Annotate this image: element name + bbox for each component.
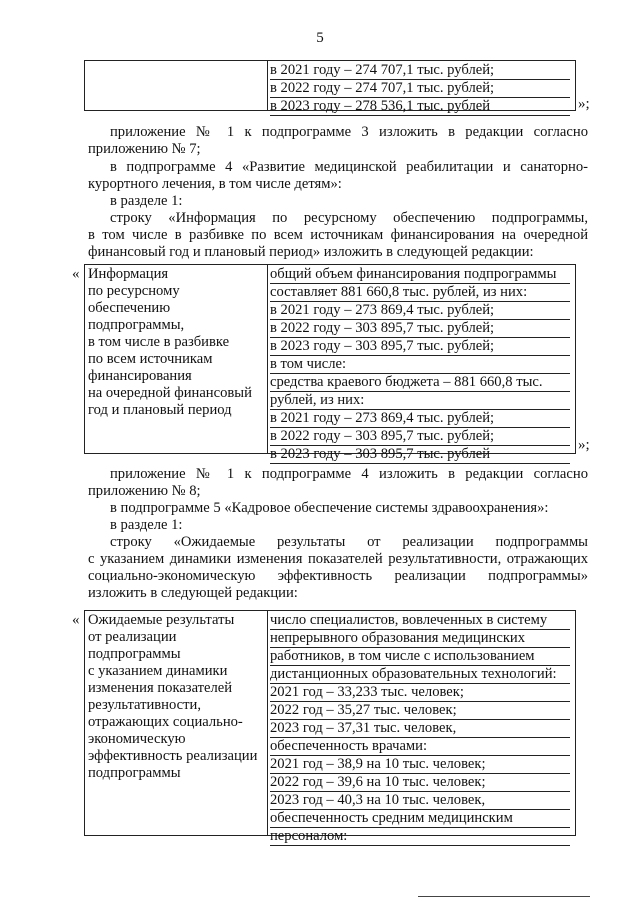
- paragraph-appendix-8-cont: приложению № 8;: [88, 483, 201, 499]
- table-label-line: по всем источникам: [88, 351, 213, 367]
- footer-divider: [418, 896, 590, 897]
- funding-table-continued: [84, 60, 576, 114]
- paragraph-row-results: строку «Ожидаемые результаты от реализации подпрограммы: [110, 534, 588, 550]
- table-value-line: 2022 год – 35,27 тыс. человек;: [270, 702, 570, 720]
- paragraph-appendix-7: приложение № 1 к подпрограмме 3 изложить в редакции согласно: [110, 124, 588, 140]
- table-value-line: средства краевого бюджета – 881 660,8 тыс.: [270, 374, 570, 392]
- paragraph-appendix-8: приложение № 1 к подпрограмме 4 изложить в редакции согласно: [110, 466, 588, 482]
- table-value-line: в 2022 году – 303 895,7 тыс. рублей;: [270, 428, 570, 446]
- table-value-line: непрерывного образования медицинских: [270, 630, 570, 648]
- opening-quote: «: [72, 612, 80, 628]
- paragraph-subprogram-4-cont: курортного лечения, в том числе детям»:: [88, 176, 342, 192]
- table-label-line: изменения показателей: [88, 680, 233, 696]
- table-label-line: отражающих социально-: [88, 714, 243, 730]
- paragraph-row-info: строку «Информация по ресурсному обеспечению подпрограммы,: [110, 210, 588, 226]
- table-value-line: в 2022 году – 303 895,7 тыс. рублей;: [270, 320, 570, 338]
- table-value-line: дистанционных образовательных технологий:: [270, 666, 570, 684]
- table-value-line: в 2021 году – 273 869,4 тыс. рублей;: [270, 302, 570, 320]
- paragraph-row-results-end: изложить в следующей редакции:: [88, 585, 298, 601]
- table-value-line: обеспеченность средним медицинским: [270, 810, 570, 828]
- paragraph-subprogram-5: в подпрограмме 5 «Кадровое обеспечение системы здравоохранения»:: [110, 500, 549, 516]
- table-label-line: экономическую: [88, 731, 186, 747]
- paragraph-section-1-b: в разделе 1:: [110, 517, 183, 533]
- table-value-line: в 2023 году – 303 895,7 тыс. рублей;: [270, 338, 570, 356]
- table-value-line: в 2021 году – 273 869,4 тыс. рублей;: [270, 410, 570, 428]
- table-row: в 2022 году – 274 707,1 тыс. рублей;: [270, 80, 570, 98]
- table-label-line: финансирования: [88, 368, 192, 384]
- table-label-line: Ожидаемые результаты: [88, 612, 235, 628]
- table-label-line: в том числе в разбивке: [88, 334, 230, 350]
- table-value-line: 2021 год – 38,9 на 10 тыс. человек;: [270, 756, 570, 774]
- paragraph-row-info-end: финансовый год и плановый период» изложить в следующей редакции:: [88, 244, 534, 260]
- table-label-line: подпрограммы: [88, 765, 181, 781]
- table-value-line: 2021 год – 33,233 тыс. человек;: [270, 684, 570, 702]
- table-value-line: 2023 год – 37,31 тыс. человек,: [270, 720, 570, 738]
- table-value-line: работников, в том числе с использованием: [270, 648, 570, 666]
- table-value-line: 2023 год – 40,3 на 10 тыс. человек,: [270, 792, 570, 810]
- table-value-line: составляет 881 660,8 тыс. рублей, из них:: [270, 284, 570, 302]
- table-value-line: 2022 год – 39,6 на 10 тыс. человек;: [270, 774, 570, 792]
- paragraph-subprogram-4: в подпрограмме 4 «Развитие медицинской реабилитации и санаторно-: [110, 159, 588, 175]
- table-label-line: год и плановый период: [88, 402, 232, 418]
- table-row: в 2021 году – 274 707,1 тыс. рублей;: [270, 62, 570, 80]
- table-value-line: персоналом:: [270, 828, 570, 846]
- resource-funding-table: [84, 264, 576, 462]
- table-value-line: в 2023 году – 303 895,7 тыс. рублей: [270, 446, 570, 464]
- table-label-line: с указанием динамики: [88, 663, 228, 679]
- closing-quote: »;: [578, 96, 590, 112]
- table-value-line: обеспеченность врачами:: [270, 738, 570, 756]
- paragraph-row-results-cont: с указанием динамики изменения показателей результативности, отражающих: [88, 551, 588, 567]
- paragraph-row-results-cont2: социально-экономическую эффективность реализации подпрограммы»: [88, 568, 588, 584]
- table-label-line: эффективность реализации: [88, 748, 258, 764]
- closing-quote: »;: [578, 437, 590, 453]
- paragraph-row-info-cont: в том числе в разбивке по всем источникам финансирования на очередной: [88, 227, 588, 243]
- table-label-line: обеспечению: [88, 300, 171, 316]
- paragraph-appendix-7-cont: приложению № 7;: [88, 141, 201, 157]
- table-label-line: результативности,: [88, 697, 201, 713]
- table-value-line: общий объем финансирования подпрограммы: [270, 266, 570, 284]
- table-value-line: в том числе:: [270, 356, 570, 374]
- paragraph-section-1: в разделе 1:: [110, 193, 183, 209]
- table-label-line: на очередной финансовый: [88, 385, 252, 401]
- table-value-line: рублей, из них:: [270, 392, 570, 410]
- table-row: в 2023 году – 278 536,1 тыс. рублей: [270, 98, 570, 116]
- opening-quote: «: [72, 266, 80, 282]
- table-label-line: Информация: [88, 266, 169, 282]
- table-label-line: подпрограммы: [88, 646, 181, 662]
- table-label-line: от реализации: [88, 629, 177, 645]
- table-value-line: число специалистов, вовлеченных в систему: [270, 612, 570, 630]
- table-label-line: подпрограммы,: [88, 317, 185, 333]
- page-number: 5: [316, 30, 324, 46]
- table-label-line: по ресурсному: [88, 283, 180, 299]
- expected-results-table: [84, 610, 576, 844]
